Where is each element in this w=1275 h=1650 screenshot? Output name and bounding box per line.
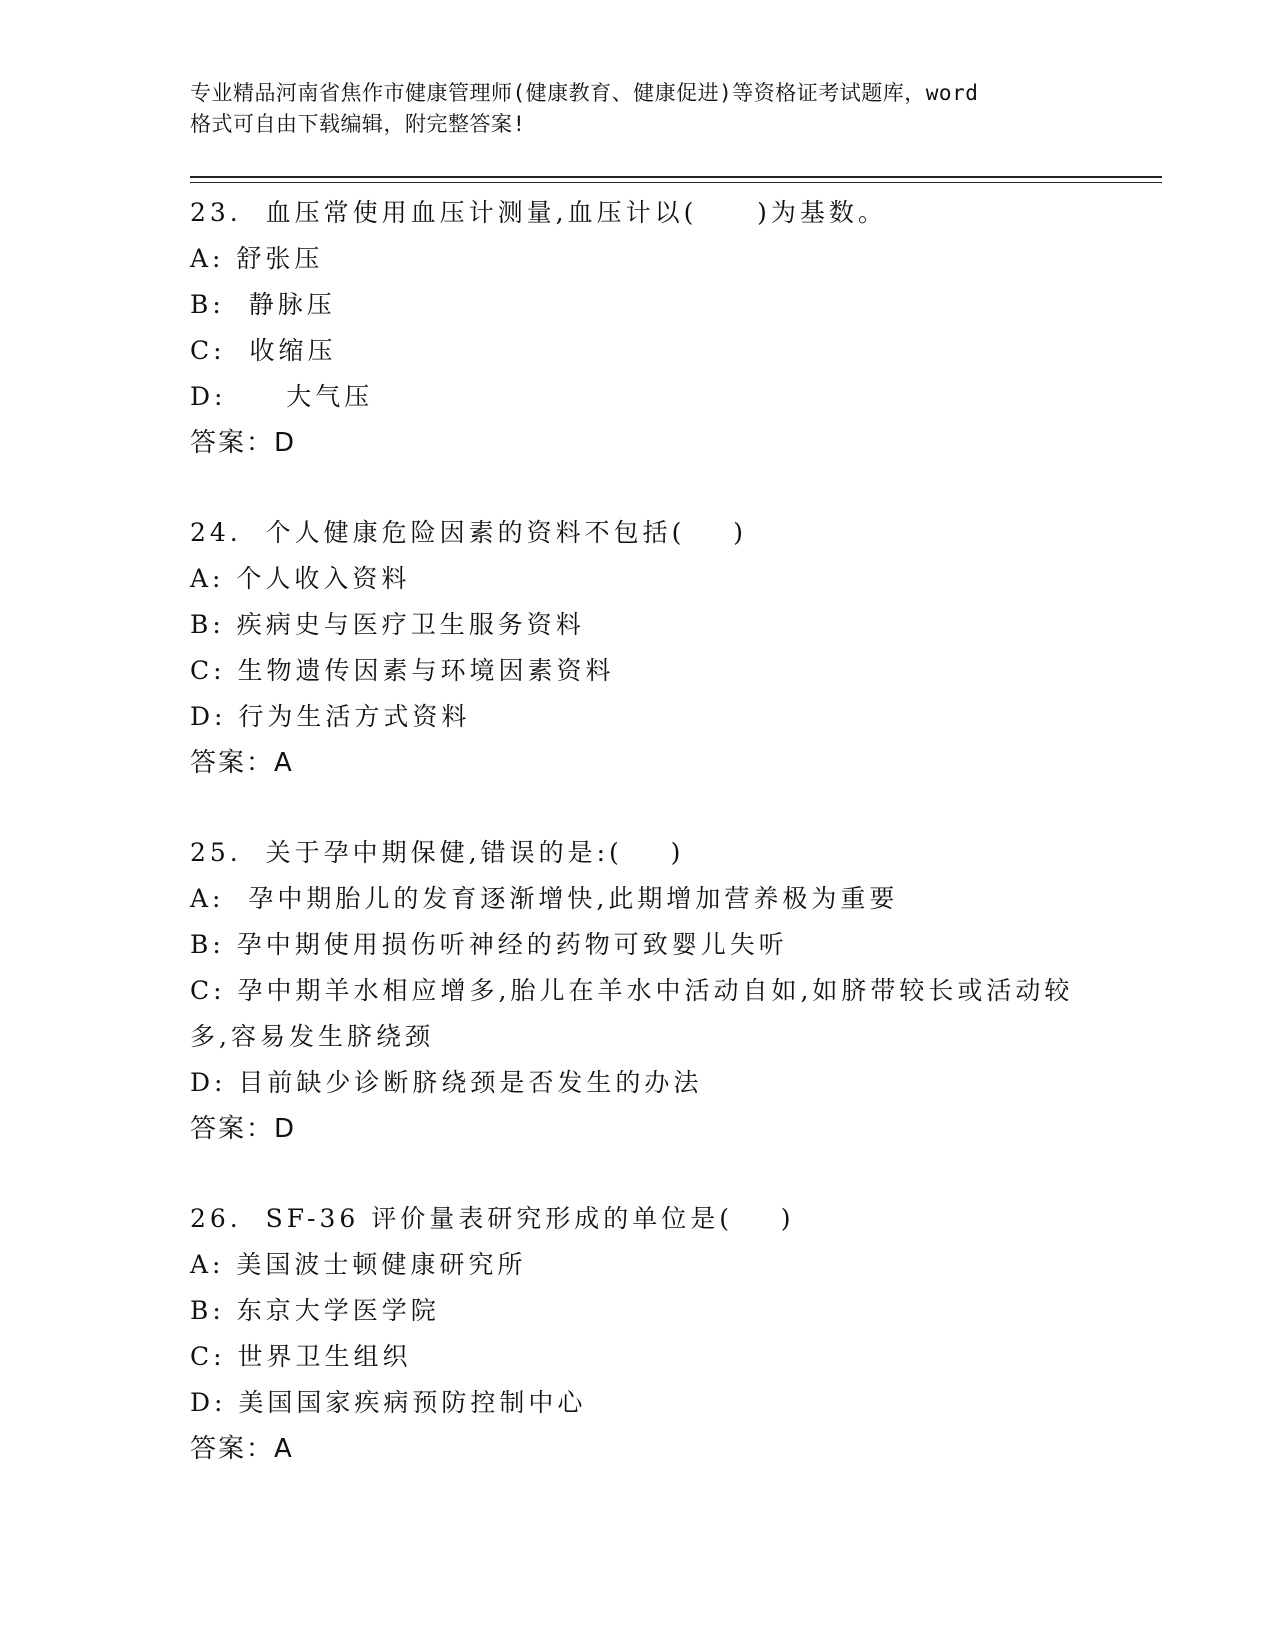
header-line-2: 格式可自由下载编辑，附完整答案! xyxy=(190,112,526,136)
question-23 xyxy=(190,190,1090,466)
question-stem: 25. 关于孕中期保健,错误的是:( ) xyxy=(190,838,685,867)
question-stem: 23. 血压常使用血压计测量,血压计以( )为基数。 xyxy=(190,198,887,227)
header-divider-thin xyxy=(190,182,1162,183)
answer-label: 答案：A xyxy=(190,748,294,778)
option-b: B: 孕中期使用损伤听神经的药物可致婴儿失听 xyxy=(190,930,788,959)
option-d: D: 大气压 xyxy=(190,382,374,411)
option-c: C: 收缩压 xyxy=(190,336,337,365)
question-spacer xyxy=(190,466,1090,510)
question-25 xyxy=(190,830,1090,1152)
option-a: A: 个人收入资料 xyxy=(190,564,411,593)
option-a: A: 舒张压 xyxy=(190,244,324,273)
document-header xyxy=(190,78,1090,140)
option-c: C: 世界卫生组织 xyxy=(190,1342,412,1371)
option-d: D: 行为生活方式资料 xyxy=(190,702,471,731)
question-stem: 26. SF-36 评价量表研究形成的单位是( ) xyxy=(190,1204,795,1233)
answer-label: 答案：D xyxy=(190,428,297,458)
answer-label: 答案：D xyxy=(190,1114,297,1144)
option-b: B: 东京大学医学院 xyxy=(190,1296,440,1325)
question-24 xyxy=(190,510,1090,786)
question-26 xyxy=(190,1196,1090,1472)
option-c: C: 孕中期羊水相应增多,胎儿在羊水中活动自如,如脐带较长或活动较多,容易发生脐绕颈 xyxy=(190,976,1074,1051)
option-a: A: 美国波士顿健康研究所 xyxy=(190,1250,527,1279)
option-b: B: 静脉压 xyxy=(190,290,336,319)
option-d: D: 美国国家疾病预防控制中心 xyxy=(190,1388,587,1417)
header-divider-thick xyxy=(190,176,1162,178)
option-a: A: 孕中期胎儿的发育逐渐增快,此期增加营养极为重要 xyxy=(190,884,899,913)
option-d: D: 目前缺少诊断脐绕颈是否发生的办法 xyxy=(190,1068,703,1097)
option-b: B: 疾病史与医疗卫生服务资料 xyxy=(190,610,585,639)
question-list xyxy=(190,190,1090,1472)
question-spacer xyxy=(190,1152,1090,1196)
answer-label: 答案：A xyxy=(190,1434,294,1464)
option-c: C: 生物遗传因素与环境因素资料 xyxy=(190,656,615,685)
question-stem: 24. 个人健康危险因素的资料不包括( ) xyxy=(190,518,747,547)
header-line-1: 专业精品河南省焦作市健康管理师(健康教育、健康促进)等资格证考试题库，word xyxy=(190,81,979,105)
question-spacer xyxy=(190,786,1090,830)
